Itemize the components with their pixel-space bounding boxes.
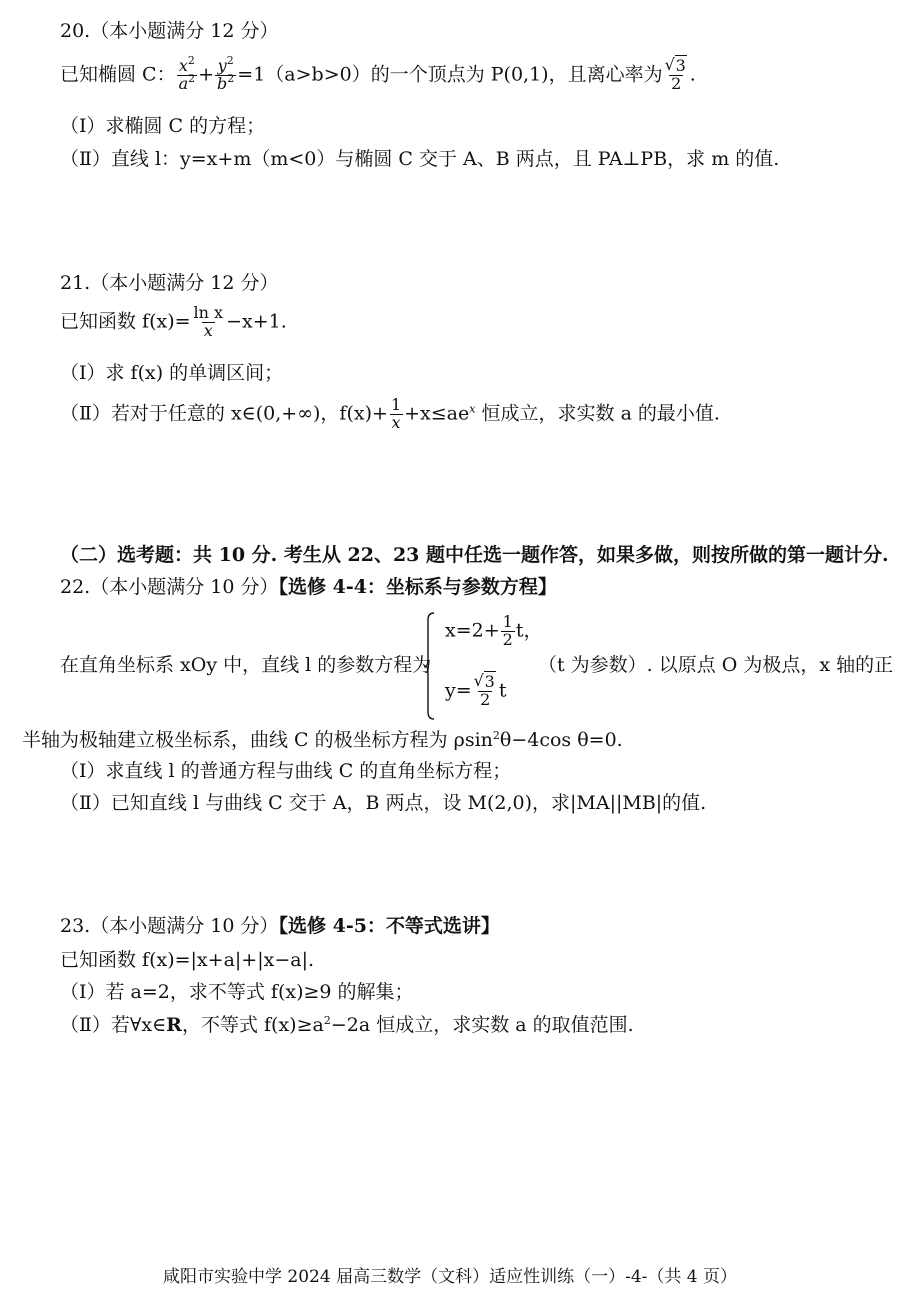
q21-frac-inv: $\frac{1}{x}$	[390, 395, 402, 432]
q20-stem-text-b: =1（a>b>0）的一个顶点为 P(0,1)，且离心率为	[237, 63, 663, 86]
q22-part2: （Ⅱ）已知直线 l 与曲线 C 交于 A，B 两点，设 M(2,0)，求|MA||MB|的值.	[60, 792, 707, 814]
q20-stem: 已知椭圆 C： $\frac{x^2}{a^2}$ + $\frac{y^2}{b^2}$ =1（a>b>0）的一个顶点为 P(0,1)，且离心率为 √ $\frac{3}{2}$ .	[60, 58, 696, 93]
q21-part1: （Ⅰ）求 f(x) 的单调区间；	[60, 362, 284, 384]
q22-stem-b: （t 为参数）. 以原点 O 为极点，x 轴的正	[538, 654, 894, 676]
q22-stem-c: 半轴为极轴建立极坐标系，曲线 C 的极坐标方程为 ρsin$^2$θ−4cos θ=0.	[22, 729, 623, 751]
q21-stem: 已知函数 f(x)= $\frac{\text{ln x}}{x}$ −x+1.	[60, 303, 287, 340]
q23-stem: 已知函数 f(x)=|x+a|+|x−a|.	[60, 949, 315, 971]
q21-header: 21.（本小题满分 12 分）	[60, 272, 279, 294]
q22-system-eq2: y= √ $\frac{3}{2}$ t	[445, 674, 506, 709]
q20-frac-y: $\frac{y^2}{b^2}$	[217, 54, 235, 93]
q20-frac-ecc: √ $\frac{3}{2}$	[664, 58, 689, 93]
q23-part2: （Ⅱ）若∀x∈R，不等式 $f(x)\ge a^2-2a$ 恒成立，求实数 a 的取值范围.	[60, 1014, 634, 1036]
q21-frac-ln: $\frac{\text{ln x}}{x}$	[193, 303, 224, 340]
q20-stem-text-a: 已知椭圆 C：	[60, 63, 176, 86]
q20-frac-x: $\frac{x^2}{a^2}$	[178, 54, 196, 93]
q21-part2: （Ⅱ）若对于任意的 x∈(0,+∞)，f(x)+ $\frac{1}{x}$ $+x\le ae^x$ 恒成立，求实数 a 的最小值.	[60, 395, 720, 432]
q23-header: 23.（本小题满分 10 分）【选修 4-5：不等式选讲】	[60, 915, 500, 937]
section-2-heading: （二）选考题：共 10 分. 考生从 22、23 题中任选一题作答，如果多做，则按所做的第一题计分.	[60, 544, 889, 566]
q22-system-eq1: x=2+ $\frac{1}{2}$ t，	[445, 612, 543, 649]
q20-part2: （Ⅱ）直线 l：y=x+m（m<0）与椭圆 C 交于 A、B 两点，且 PA⊥PB，求 m 的值.	[60, 148, 780, 170]
q22-part1: （Ⅰ）求直线 l 的普通方程与曲线 C 的直角坐标方程；	[60, 760, 512, 782]
q22-stem-a: 在直角坐标系 xOy 中，直线 l 的参数方程为	[60, 654, 432, 676]
q20-part1: （Ⅰ）求椭圆 C 的方程；	[60, 115, 266, 137]
q22-header: 22.（本小题满分 10 分）【选修 4-4：坐标系与参数方程】	[60, 576, 557, 598]
q23-part1: （Ⅰ）若 a=2，求不等式 f(x)≥9 的解集；	[60, 981, 414, 1003]
page-footer: 咸阳市实验中学 2024 届高三数学（文科）适应性训练（一）-4-（共 4 页）	[163, 1267, 737, 1287]
q20-header: 20.（本小题满分 12 分）	[60, 20, 279, 42]
